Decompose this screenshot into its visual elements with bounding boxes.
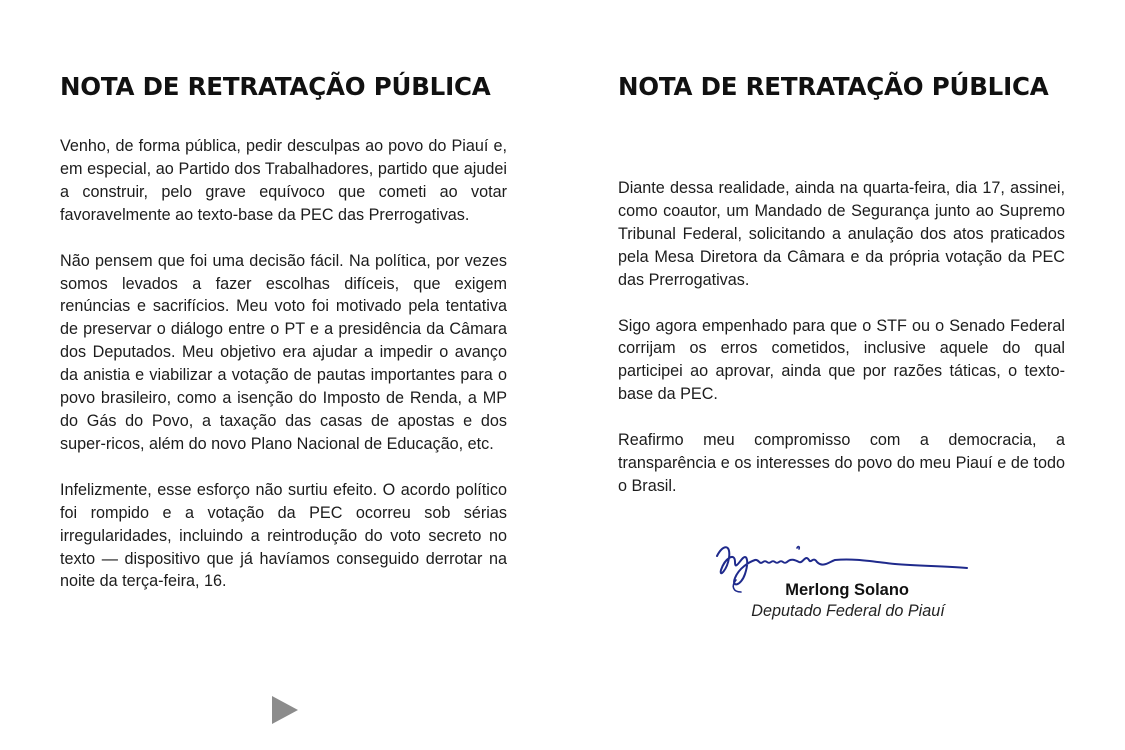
left-paragraph-2: Não pensem que foi uma decisão fácil. Na política, por vezes somos levados a fazer escolhas difíceis, que exigem renúncias e sacrifícios. Meu voto foi motivado pela tentativa de preservar o diálogo entre o PT e a presidência da Câmara dos Deputados. Meu objetivo era ajudar a impedir o avanço da anistia e viabilizar a votação de pautas importantes para o povo brasileiro, como a isenção do Imposto de Renda, a MP do Gás do Povo, a taxação das casas de apostas e dos super-ricos, além do novo Plano Nacional de Educação, etc.: [60, 251, 507, 453]
right-paragraph-1: Diante dessa realidade, ainda na quarta-feira, dia 17, assinei, como coautor, um Mandado de Segurança junto ao Supremo Tribunal Federal, solicitando a anulação dos atos praticados pela Mesa Diretora da Câmara e da própria votação da PEC das Prerrogativas.: [618, 179, 1065, 289]
left-page-body: [60, 135, 507, 616]
signature-block: [713, 532, 983, 632]
left-paragraph-1: Venho, de forma pública, pedir desculpas ao povo do Piauí e, em especial, ao Partido dos Trabalhadores, partido que ajudei a construir, pelo grave equívoco que cometi ao votar favoravelmente ao texto-base da PEC das Prerrogativas.: [60, 137, 507, 224]
right-page-title: NOTA DE RETRATAÇÃO PÚBLICA: [618, 72, 1049, 101]
right-page-body: [618, 177, 1065, 521]
next-page-arrow-icon[interactable]: [272, 696, 298, 724]
left-page-title: NOTA DE RETRATAÇÃO PÚBLICA: [60, 72, 491, 101]
signer-role: Deputado Federal do Piauí: [751, 602, 945, 620]
left-paragraph-3: Infelizmente, esse esforço não surtiu efeito. O acordo político foi rompido e a votação da PEC ocorreu sob sérias irregularidades, incluindo a reintrodução do voto secreto no texto — dispositivo que já havíamos conseguido derrotar na noite da terça-feira, 16.: [60, 480, 507, 591]
right-paragraph-2: Sigo agora empenhado para que o STF ou o Senado Federal corrijam os erros cometidos, inclusive aquele do qual participei ao aprovar, ainda que por razões táticas, o texto-base da PEC.: [618, 316, 1065, 404]
right-paragraph-3: Reafirmo meu compromisso com a democracia, a transparência e os interesses do povo do meu Piauí e de todo o Brasil.: [618, 431, 1065, 495]
signer-name: Merlong Solano: [785, 581, 909, 599]
